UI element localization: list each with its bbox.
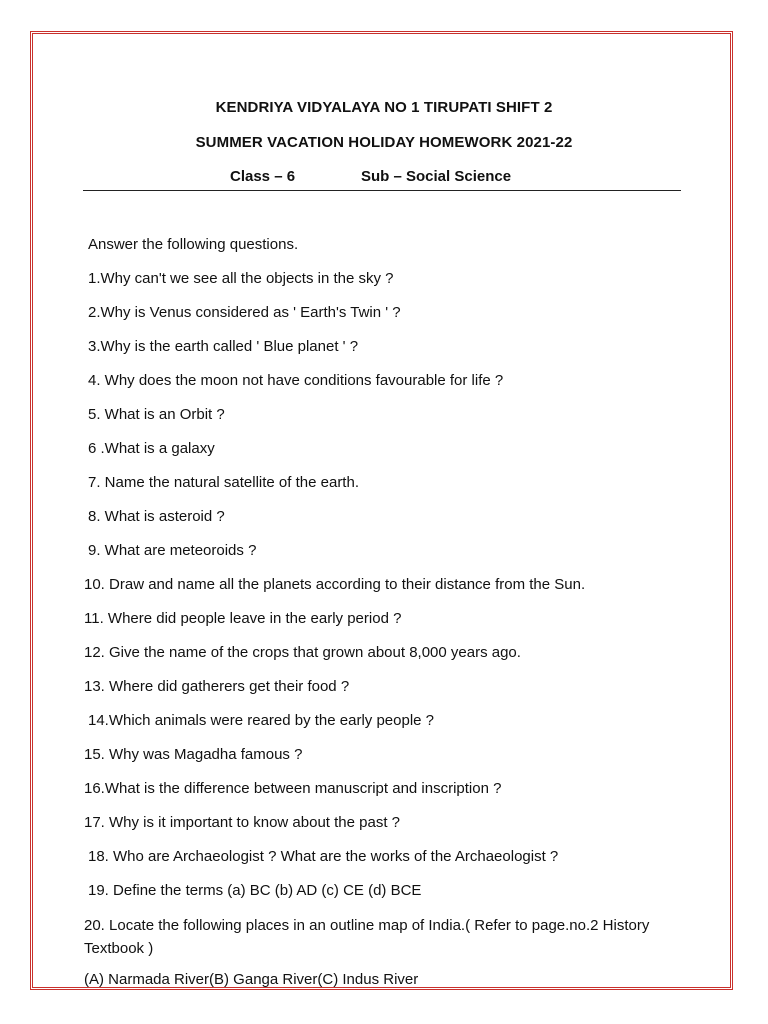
question-4: 4. Why does the moon not have conditions favourable for life ? bbox=[88, 372, 504, 389]
question-10: 10. Draw and name all the planets according to their distance from the Sun. bbox=[84, 576, 586, 593]
question-5: 5. What is an Orbit ? bbox=[88, 406, 225, 423]
question-12: 12. Give the name of the crops that grown about 8,000 years ago. bbox=[84, 644, 521, 661]
question-9: 9. What are meteoroids ? bbox=[88, 542, 257, 559]
school-name-heading: KENDRIYA VIDYALAYA NO 1 TIRUPATI SHIFT 2 bbox=[215, 99, 553, 116]
question-8: 8. What is asteroid ? bbox=[88, 508, 225, 525]
header-divider bbox=[83, 190, 681, 191]
question-20: 20. Locate the following places in an outline map of India.( Refer to page.no.2 History Textbook ) bbox=[84, 917, 650, 957]
question-6: 6 .What is a galaxy bbox=[88, 440, 215, 457]
question-1: 1.Why can't we see all the objects in the sky ? bbox=[88, 270, 394, 287]
question-2: 2.Why is Venus considered as ' Earth's Twin ' ? bbox=[88, 304, 401, 321]
instruction-text: Answer the following questions. bbox=[88, 236, 299, 253]
question-13: 13. Where did gatherers get their food ? bbox=[84, 678, 350, 695]
question-15: 15. Why was Magadha famous ? bbox=[84, 746, 303, 763]
question-list bbox=[84, 228, 684, 988]
question-7: 7. Name the natural satellite of the earth. bbox=[88, 474, 359, 491]
class-label: Class – 6 bbox=[230, 168, 296, 185]
subject-label: Sub – Social Science bbox=[361, 168, 512, 185]
question-3: 3.Why is the earth called ' Blue planet ' ? bbox=[88, 338, 359, 355]
homework-title-heading: SUMMER VACATION HOLIDAY HOMEWORK 2021-22 bbox=[195, 134, 573, 151]
question-17: 17. Why is it important to know about the past ? bbox=[84, 814, 400, 831]
question-16: 16.What is the difference between manuscript and inscription ? bbox=[84, 780, 502, 797]
question-18: 18. Who are Archaeologist ? What are the works of the Archaeologist ? bbox=[88, 848, 559, 865]
question-19: 19. Define the terms (a) BC (b) AD (c) CE (d) BCE bbox=[88, 882, 422, 899]
question-14: 14.Which animals were reared by the early people ? bbox=[88, 712, 435, 729]
question-20-subitems: (A) Narmada River(B) Ganga River(C) Indus River bbox=[84, 971, 419, 988]
question-11: 11. Where did people leave in the early period ? bbox=[84, 610, 402, 627]
